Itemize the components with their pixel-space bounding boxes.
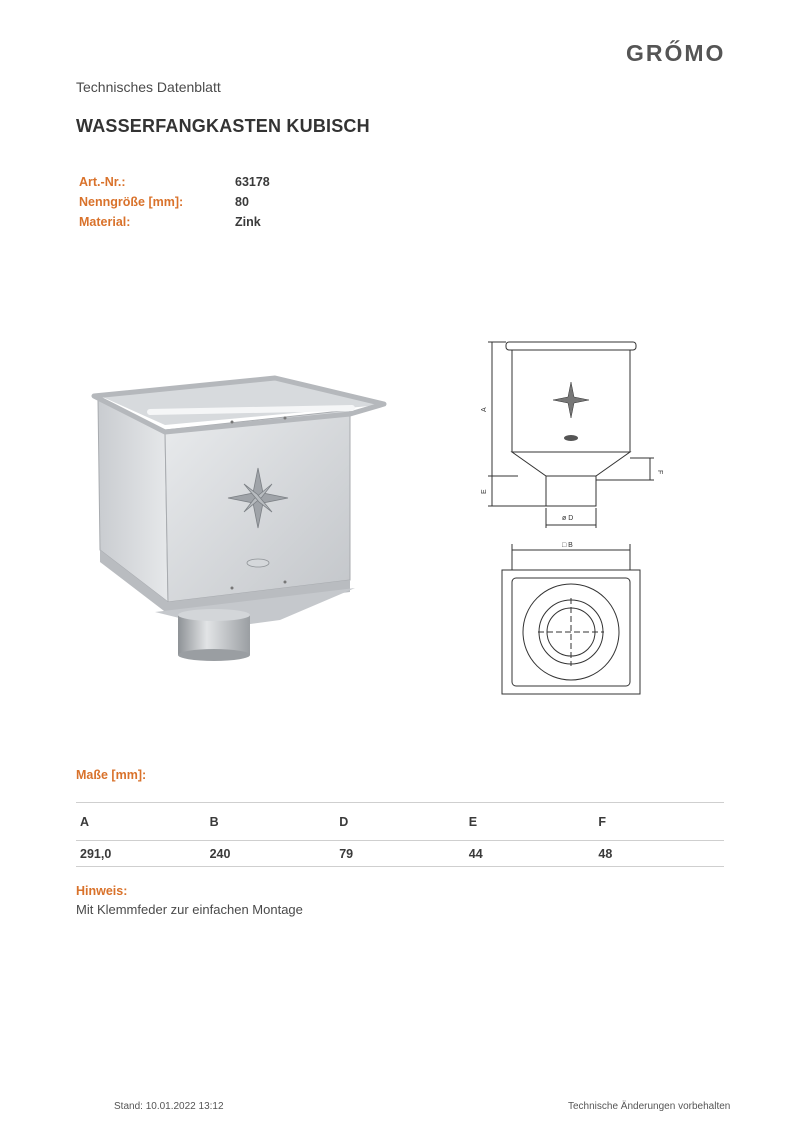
footer-date: Stand: 10.01.2022 13:12: [114, 1101, 224, 1112]
dim-label-b: □ B: [562, 542, 573, 549]
dimensions-table: [76, 802, 724, 867]
note-text: Mit Klemmfeder zur einfachen Montage: [76, 902, 303, 917]
spec-label: Art.-Nr.:: [79, 175, 126, 189]
dim-header-e: E: [468, 814, 478, 829]
dim-header-a: A: [80, 814, 90, 829]
document-type: Technisches Datenblatt: [76, 79, 221, 95]
dimensions-header-row: [76, 802, 724, 840]
spec-value: Zink: [235, 215, 261, 229]
spec-row-material: [79, 215, 270, 235]
spec-table: [79, 175, 270, 235]
spec-value: 80: [235, 195, 249, 209]
dim-label-a: A: [481, 407, 488, 412]
spec-row-article: [79, 175, 270, 195]
spec-label: Material:: [79, 215, 131, 229]
dimensions-value-row: [76, 840, 724, 867]
dim-value-b: 240: [209, 846, 231, 861]
spec-row-size: [79, 195, 270, 215]
compass-star-icon: [553, 382, 589, 418]
product-photo: [80, 370, 400, 670]
footer-disclaimer: Technische Änderungen vorbehalten: [568, 1101, 731, 1112]
dim-value-f: 48: [598, 846, 613, 861]
technical-drawing: [478, 330, 668, 705]
spec-label: Nenngröße [mm]:: [79, 195, 184, 209]
dim-label-e: E: [481, 489, 488, 494]
dim-label-d: ø D: [562, 515, 574, 522]
dim-header-b: B: [209, 814, 219, 829]
product-title: WASSERFANGKASTEN KUBISCH: [76, 116, 370, 136]
brand-logo: GRŐMO: [626, 40, 726, 66]
spec-value: 63178: [235, 175, 270, 189]
dim-header-f: F: [598, 814, 607, 829]
note-heading: Hinweis:: [76, 884, 128, 898]
dimensions-heading: Maße [mm]:: [76, 768, 147, 782]
dim-value-a: 291,0: [80, 846, 112, 861]
dim-header-d: D: [339, 814, 349, 829]
dim-label-f: F: [656, 470, 663, 475]
dim-value-e: 44: [468, 846, 483, 861]
dim-value-d: 79: [339, 846, 354, 861]
